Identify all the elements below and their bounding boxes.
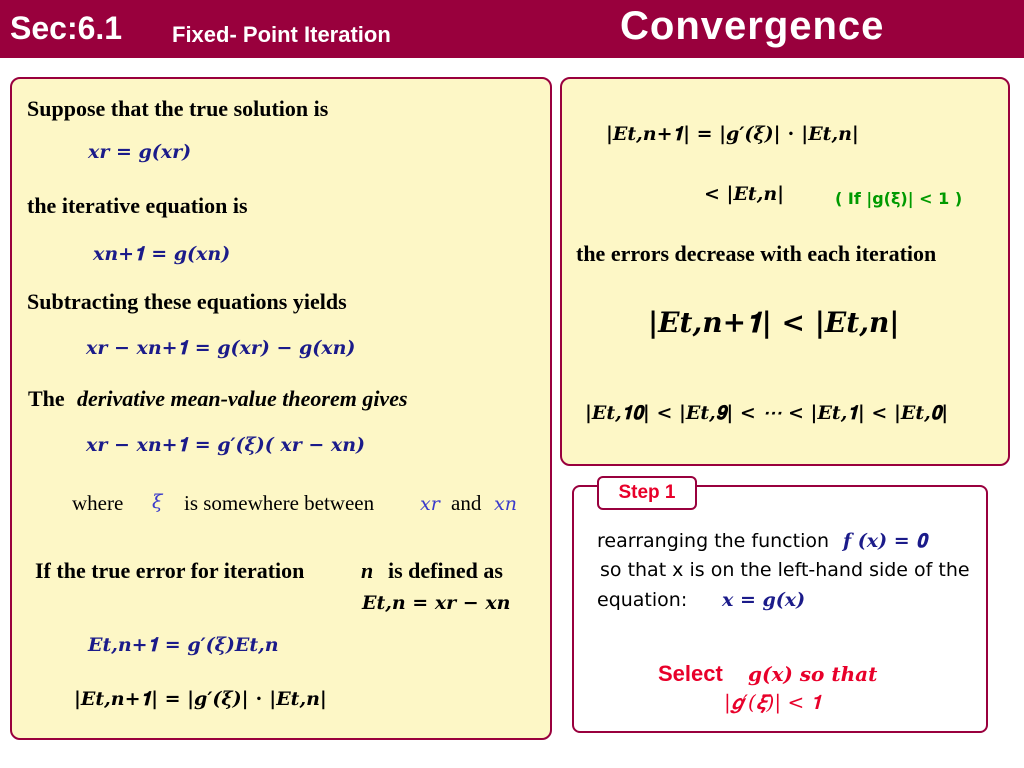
symbol-xi: ξ (152, 491, 163, 513)
equation-error-abs: |𝑬𝒕,𝒏+𝟏| = |𝒈′(𝝃)| ⋅ |𝑬𝒕,𝒏| (74, 688, 327, 710)
title-bar (0, 0, 1024, 58)
step-1-tab: Step 1 (597, 476, 697, 510)
equation-iterative: 𝒙𝒏+𝟏 = 𝒈(𝒙𝒏) (93, 243, 231, 265)
text-mean-value-theorem: derivative mean-value theorem gives (77, 386, 408, 411)
text-n: n (361, 558, 374, 583)
equation-error-chain: |𝑬𝒕,𝟏𝟎| < |𝑬𝒕,𝟗| < ⋯ < |𝑬𝒕,𝟏| < |𝑬𝒕,𝟎| (585, 402, 949, 424)
symbol-xn: xn (494, 493, 517, 515)
symbol-xr: xr (420, 493, 440, 515)
equation-error-def: 𝑬𝒕,𝒏 = 𝒙𝒓 − 𝒙𝒏 (362, 592, 511, 614)
equation-true-solution: 𝒙𝒓 = 𝒈(𝒙𝒓) (88, 141, 192, 163)
equation-abs-error: |𝑬𝒕,𝒏+𝟏| = |𝒈′(𝝃)| ⋅ |𝑬𝒕,𝒏| (606, 123, 859, 145)
text-defined-as: is defined as (388, 558, 503, 583)
equation-mean-value: 𝒙𝒓 − 𝒙𝒏+𝟏 = 𝒈′(𝝃)( 𝒙𝒓 − 𝒙𝒏) (86, 434, 366, 456)
text-subtracting: Subtracting these equations yields (27, 289, 347, 314)
text-rearranging: rearranging the function (597, 530, 830, 552)
text-where: where (72, 491, 124, 515)
text-suppose: Suppose that the true solution is (27, 96, 329, 121)
text-the: The (28, 386, 65, 411)
condition-text: ( If |g(ξ)| < 1 ) (835, 189, 963, 208)
equation-x-gx: 𝒙 = 𝒈(𝒙) (722, 589, 806, 611)
text-errors-decrease: the errors decrease with each iteration (576, 241, 937, 266)
text-left-hand-side: so that x is on the left-hand side of the (600, 559, 970, 581)
equation-error-next: 𝑬𝒕,𝒏+𝟏 = 𝒈′(𝝃)𝑬𝒕,𝒏 (88, 634, 279, 656)
text-equation: equation: (597, 589, 688, 611)
section-subtitle: Fixed- Point Iteration (172, 22, 391, 47)
text-true-error: If the true error for iteration (35, 558, 305, 583)
equation-less-than: < |𝑬𝒕,𝒏| (704, 183, 785, 205)
text-somewhere-between: is somewhere between (184, 491, 375, 515)
text-iterative: the iterative equation is (27, 193, 248, 218)
equation-select-condition: |𝒈′(𝝃)| < 𝟏 (724, 690, 822, 714)
text-and: and (451, 491, 482, 515)
equation-error-decrease: |𝑬𝒕,𝒏+𝟏| < |𝑬𝒕,𝒏| (648, 306, 900, 339)
text-select: Select (658, 661, 723, 686)
slide-title: Convergence (620, 4, 885, 48)
section-number: Sec:6.1 (10, 10, 123, 46)
equation-select-g: 𝒈(𝒙) 𝒔𝒐 𝒕𝒉𝒂𝒕 (748, 662, 878, 686)
equation-f-zero: 𝒇 (𝒙) = 𝟎 (843, 530, 927, 552)
equation-subtracted: 𝒙𝒓 − 𝒙𝒏+𝟏 = 𝒈(𝒙𝒓) − 𝒈(𝒙𝒏) (86, 337, 356, 359)
